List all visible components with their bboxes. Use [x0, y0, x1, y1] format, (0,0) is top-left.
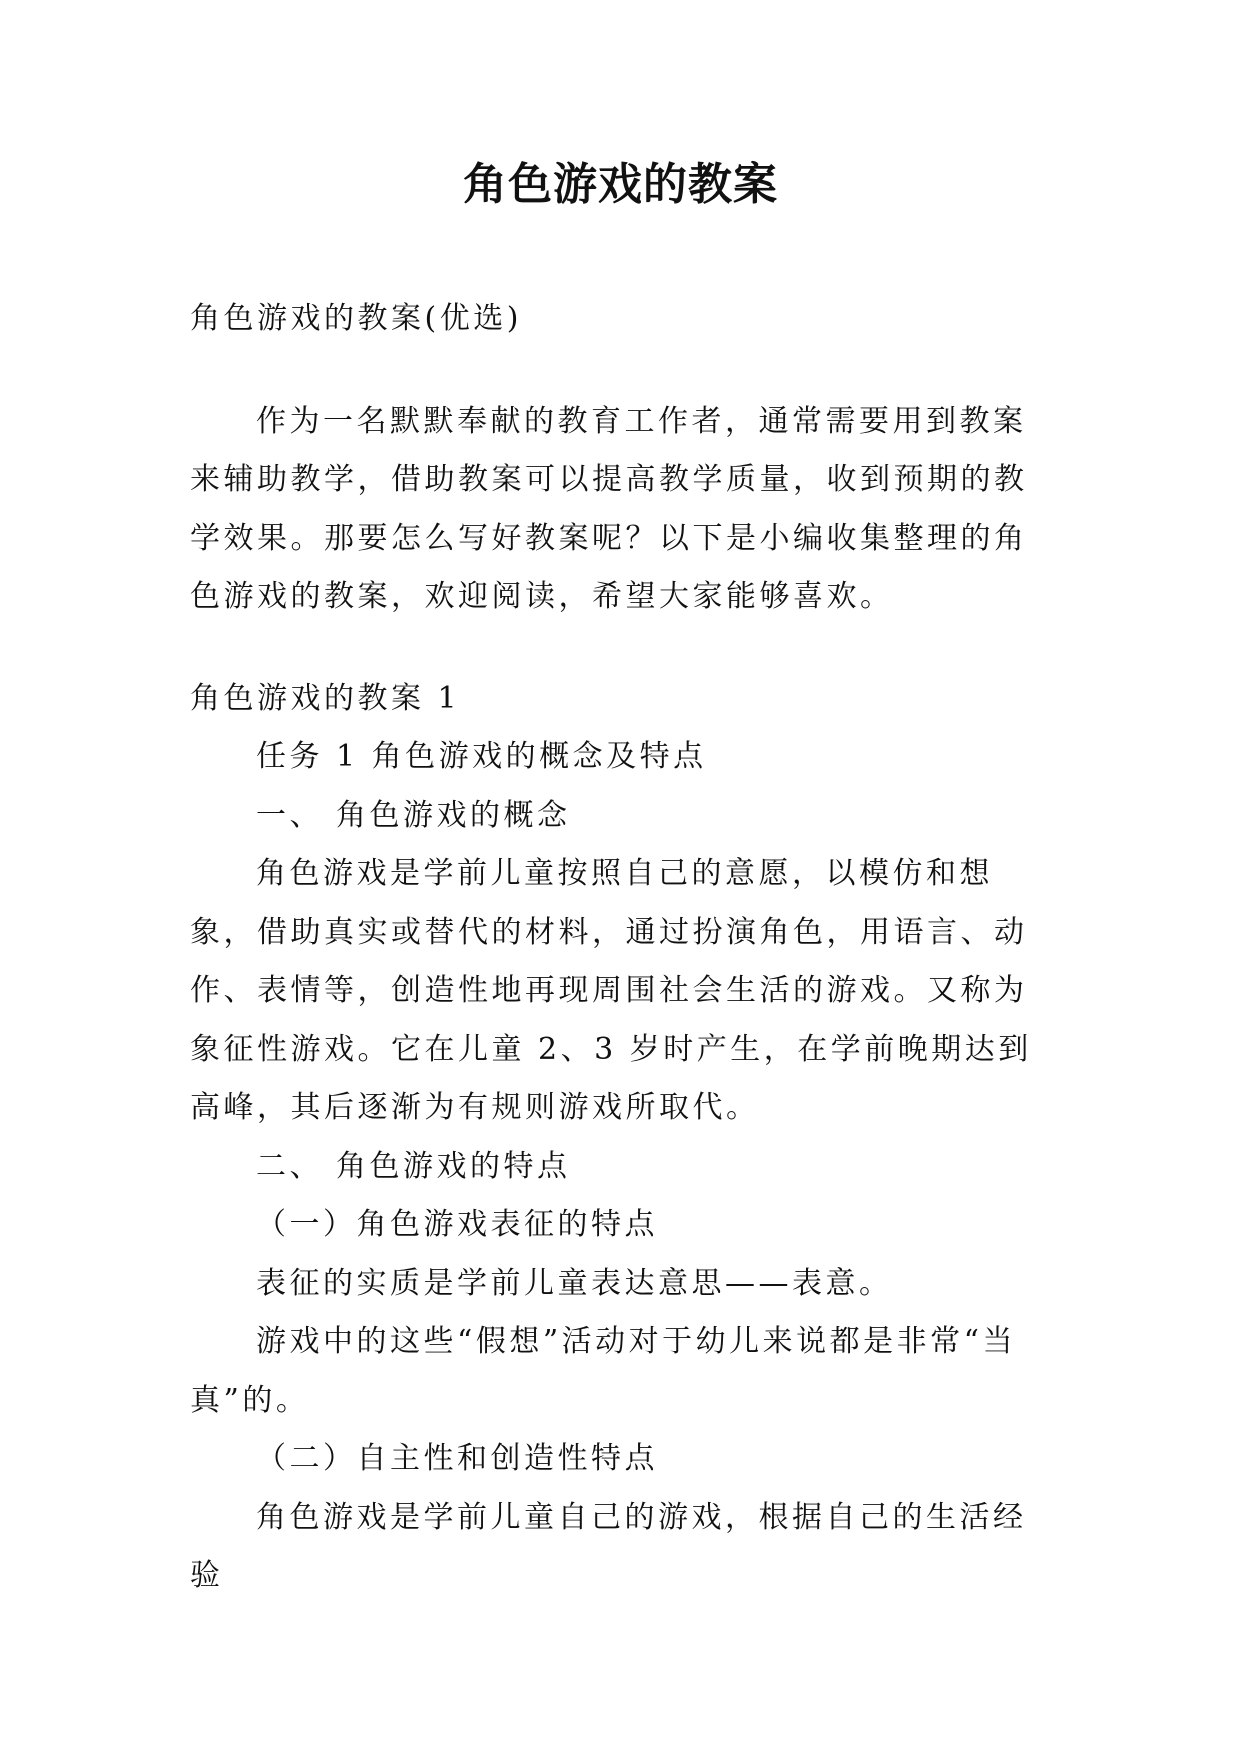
representation-heading: （一）角色游戏表征的特点: [256, 1207, 658, 1242]
representation-paragraph-1: 表征的实质是学前儿童表达意思——表意。: [256, 1265, 893, 1301]
concept-paragraph: 角色游戏是学前儿童按照自己的意愿，以模仿和想象，借助真实或替代的材料，通过扮演角色，用语言、动作、表情等，创造性地再现周围社会生活的游戏。又称为象征性游戏。它在儿童 2、3 岁时产生，在学前晚期达到高峰，其后逐渐为有规则游戏所取代。: [190, 856, 1032, 1125]
representation-paragraph-2: 游戏中的这些“假想”活动对于幼儿来说都是非常“当真”的。: [190, 1324, 1017, 1418]
autonomy-paragraph: 角色游戏是学前儿童自己的游戏，根据自己的生活经验: [190, 1499, 1027, 1593]
intro-paragraph: 作为一名默默奉献的教育工作者，通常需要用到教案来辅助教学，借助教案可以提高教学质量，收到预期的教学效果。那要怎么写好教案呢？以下是小编收集整理的角色游戏的教案，欢迎阅读，希望大家能够喜欢。: [190, 403, 1028, 614]
section-heading: 角色游戏的教案 1: [190, 680, 461, 716]
autonomy-heading: （二）自主性和创造性特点: [256, 1441, 658, 1476]
document-title: 角色游戏的教案: [463, 159, 778, 210]
features-heading: 二、 角色游戏的特点: [256, 1148, 571, 1184]
document-subtitle: 角色游戏的教案(优选): [190, 301, 522, 336]
concept-heading: 一、 角色游戏的概念: [256, 797, 571, 833]
task-heading: 任务 1 角色游戏的概念及特点: [256, 739, 707, 774]
document-body: [190, 290, 1050, 1606]
